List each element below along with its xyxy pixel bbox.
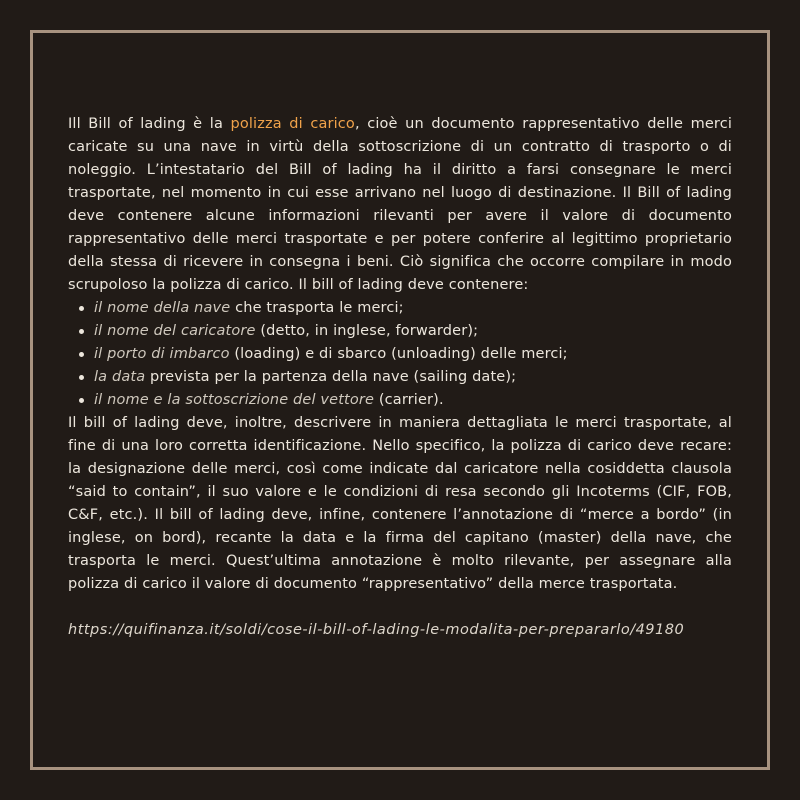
- list-item-text: (loading) e di sbarco (unloading) delle merci;: [229, 346, 568, 362]
- list-item-emphasis: il porto di imbarco: [94, 346, 230, 362]
- list-item: [94, 366, 732, 389]
- intro-text-start: Ill Bill of lading è la: [68, 116, 231, 132]
- list-item-text: prevista per la partenza della nave (sailing date);: [145, 369, 517, 385]
- list-item-text: che trasporta le merci;: [230, 300, 404, 316]
- list-item: [94, 297, 732, 320]
- document-body: [68, 113, 732, 642]
- list-item-text: (carrier).: [374, 392, 444, 408]
- list-item-text: (detto, in inglese, forwarder);: [255, 323, 479, 339]
- list-item: [94, 343, 732, 366]
- source-url[interactable]: https://quifinanza.it/soldi/cose-il-bill-of-lading-le-modalita-per-prepararlo/49180: [68, 622, 685, 638]
- list-item-emphasis: il nome e la sottoscrizione del vettore: [94, 392, 375, 408]
- list-item-emphasis: il nome della nave: [94, 300, 231, 316]
- intro-text-rest: , cioè un documento rappresentativo delle merci caricate su una nave in virtù della sottoscrizione di un contratto di trasporto o di noleggio. L’intestatario del Bill of lading ha il diritto a farsi consegnare le merci trasportate, nel momento in cui esse arrivano nel luogo di destinazione. Il Bill of lading deve contenere alcune informazioni rilevanti per avere il valore di documento rappresentativo delle merci trasportate e per potere conferire al legittimo proprietario della stessa di ricevere in consegna i beni. Ciò significa che occorre compilare in modo scrupoloso la polizza di carico. Il bill of lading deve contenere:: [68, 116, 733, 293]
- details-paragraph: Il bill of lading deve, inoltre, descrivere in maniera dettagliata le merci trasportate, al fine di una loro corretta identificazione. Nello specifico, la polizza di carico deve recare: la designazione delle merci, così come indicate dal caricatore nella cosiddetta clausola “said to contain”, il suo valore e le condizioni di resa secondo gli Incoterms (CIF, FOB, C&F, etc.). Il bill of lading deve, infine, contenere l’annotazione di “merce a bordo” (in inglese, on bord), recante la data e la firma del capitano (master) della nave, che trasporta le merci. Quest’ultima annotazione è molto rilevante, per assegnare alla polizza di carico il valore di documento “rappresentativo” della merce trasportata.: [68, 415, 732, 592]
- required-fields-list: [68, 297, 732, 412]
- list-item-emphasis: la data: [94, 369, 146, 385]
- list-item: [94, 320, 732, 343]
- list-item: [94, 389, 732, 412]
- intro-paragraph: [68, 113, 732, 297]
- list-item-emphasis: il nome del caricatore: [94, 323, 256, 339]
- polizza-di-carico-link[interactable]: polizza di carico: [230, 116, 355, 132]
